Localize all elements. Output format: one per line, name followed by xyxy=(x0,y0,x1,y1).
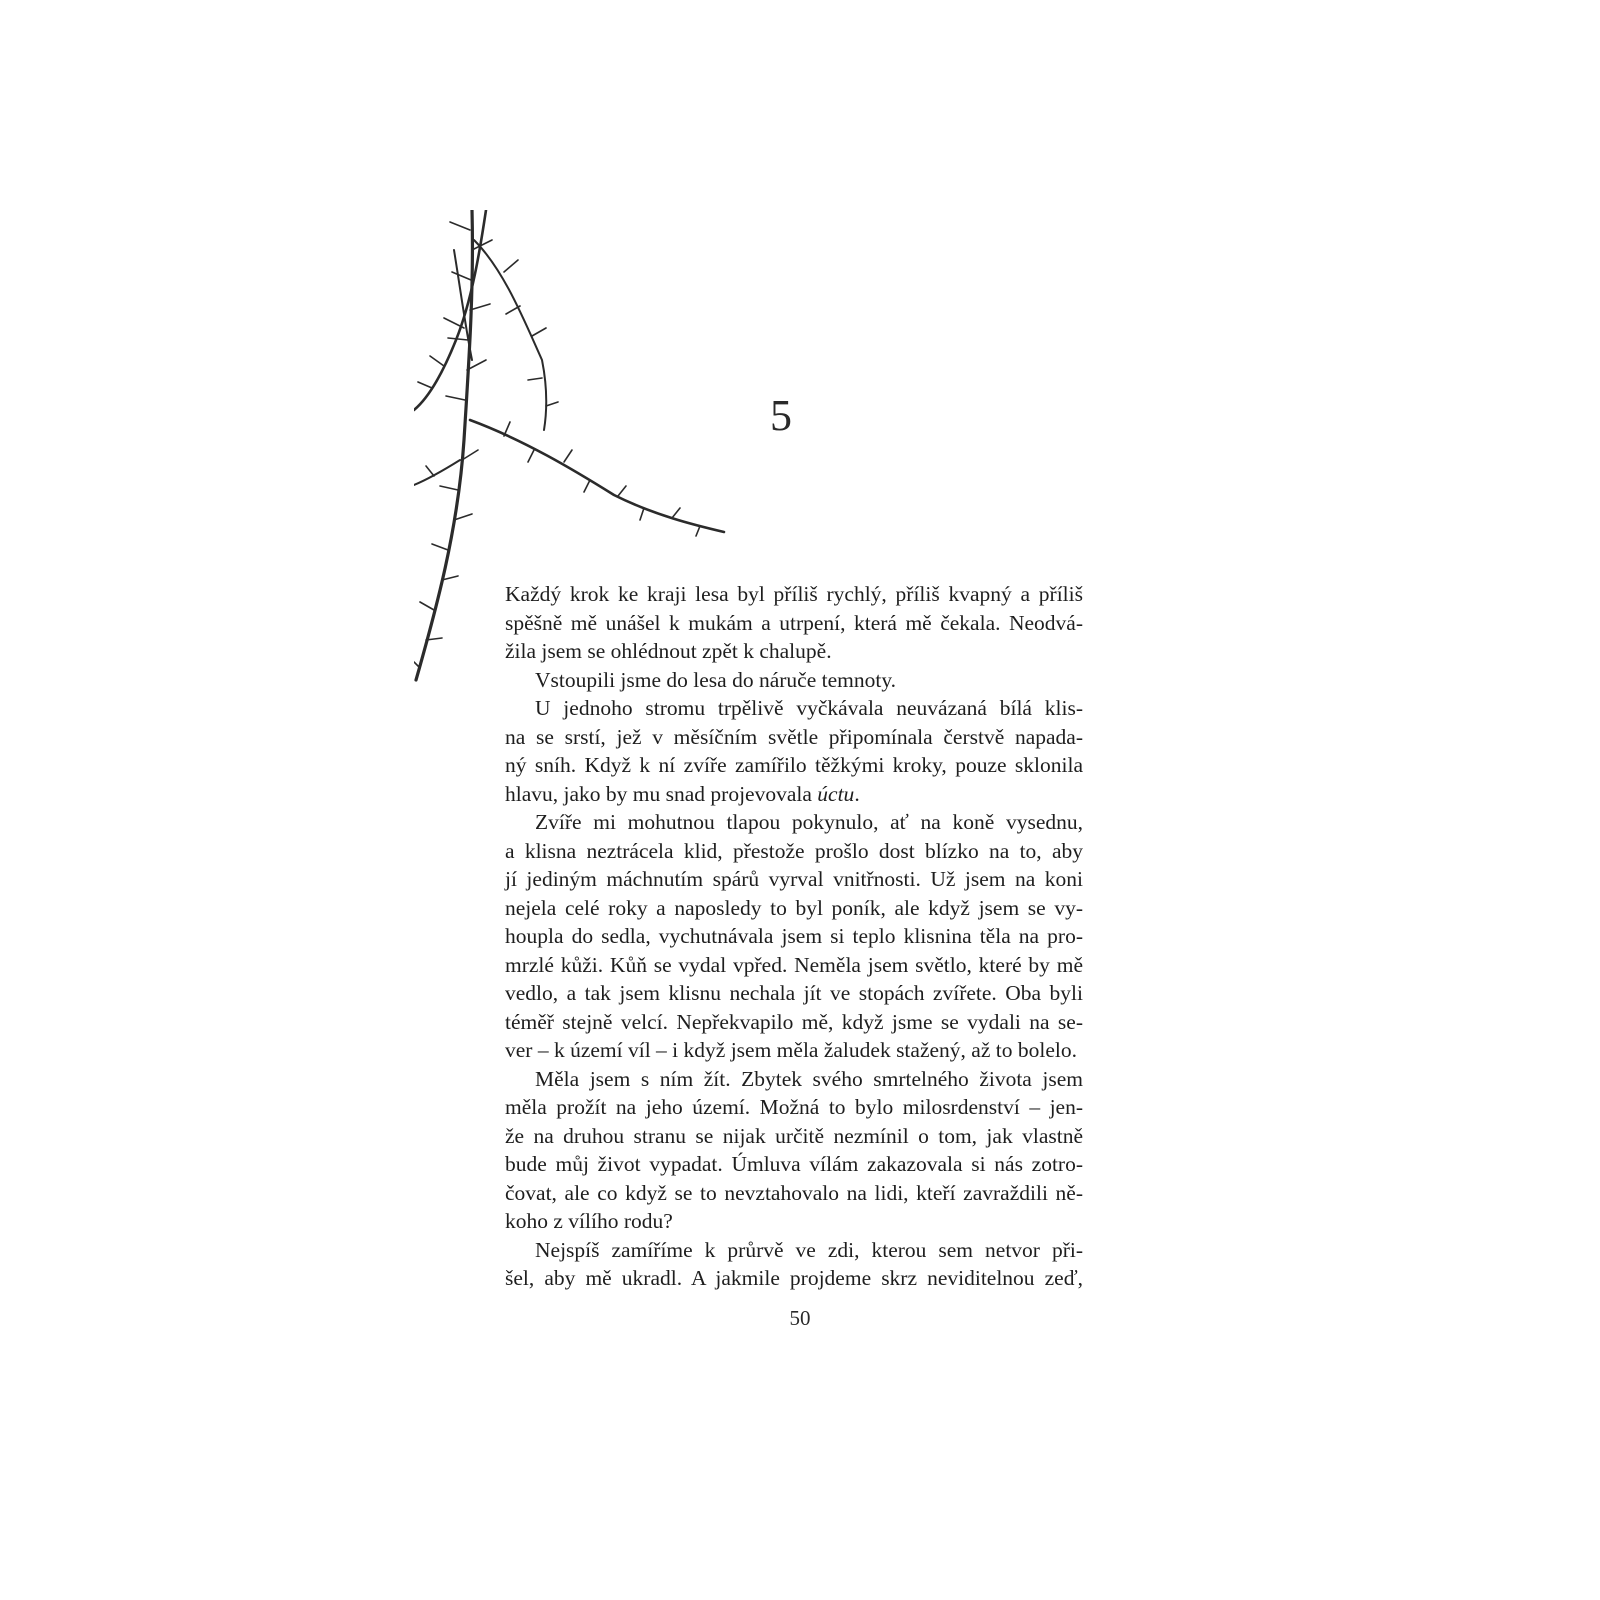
text-line: téměř stejně velcí. Nepřekvapilo mě, když jsme se vydali na se- xyxy=(505,1009,1083,1034)
text-line: měla prožít na jeho území. Možná to bylo milosrdenství – jen- xyxy=(505,1095,1083,1119)
emphasis-word: úctu xyxy=(817,781,855,806)
text-line: vedlo, a tak jsem klisnu nechala jít ve stopách zvířete. Oba byli xyxy=(505,981,1083,1005)
text-line: žila jsem se ohlédnout zpět k chalupě. xyxy=(505,639,832,663)
text-line: houpla do sedla, vychutnávala jsem si teplo klisnina těla na pro- xyxy=(505,924,1083,948)
chapter-number: 5 xyxy=(770,391,792,440)
text-line: U jednoho stromu trpělivě vyčkávala neuvázaná bílá klis- xyxy=(535,696,1083,720)
text-line: na se srstí, jež v měsíčním světle připomínala čerstvě napada- xyxy=(505,724,1083,749)
text-line: Nejspíš zamíříme k průrvě ve zdi, kterou sem netvor při- xyxy=(535,1237,1083,1262)
text-line: Měla jsem s ním žít. Zbytek svého smrtelného života jsem xyxy=(535,1066,1083,1091)
text-line: ver – k území víl – i když jsem měla žaludek stažený, až to bolelo. xyxy=(505,1038,1077,1062)
text-line: že na druhou stranu se nijak určitě nezmínil o tom, jak vlastně xyxy=(505,1123,1083,1148)
text-line: jí jediným máchnutím spárů vyrval vnitřnosti. Už jsem na koni xyxy=(505,867,1083,891)
text-line: ný sníh. Když k ní zvíře zamířilo těžkými kroky, pouze sklonila xyxy=(505,753,1083,777)
text-line: spěšně mě unášel k mukám a utrpení, která mě čekala. Neodvá- xyxy=(505,610,1083,635)
text-line: a klisna neztrácela klid, přestože prošlo dost blízko na to, aby xyxy=(505,838,1083,863)
text-line: Každý krok ke kraji lesa byl příliš rychlý, příliš kvapný a příliš xyxy=(505,582,1083,606)
text-line: koho z vílího rodu? xyxy=(505,1209,673,1233)
text-line: čovat, ale co když se to nevztahovalo na lidi, kteří zavraždili ně- xyxy=(505,1180,1083,1205)
text-line: šel, aby mě ukradl. A jakmile projdeme skrz neviditelnou zeď, xyxy=(505,1266,1083,1290)
body-text xyxy=(505,580,1083,1293)
text-run: . xyxy=(854,781,860,806)
page-number: 50 xyxy=(789,1306,811,1330)
text-line: nejela celé roky a naposledy to byl poník, ale když jsem se vy- xyxy=(505,895,1083,920)
text-run: hlavu, jako by mu snad projevovala xyxy=(505,781,818,806)
text-line: Zvíře mi mohutnou tlapou pokynulo, ať na koně vysednu, xyxy=(535,810,1083,834)
text-line: Vstoupili jsme do lesa do náruče temnoty. xyxy=(535,667,897,692)
text-line: mrzlé kůži. Kůň se vydal vpřed. Neměla jsem světlo, které by mě xyxy=(505,952,1083,977)
text-line: bude můj život vypadat. Úmluva vílám zakazovala si nás zotro- xyxy=(505,1152,1083,1176)
text-line xyxy=(505,780,1083,809)
